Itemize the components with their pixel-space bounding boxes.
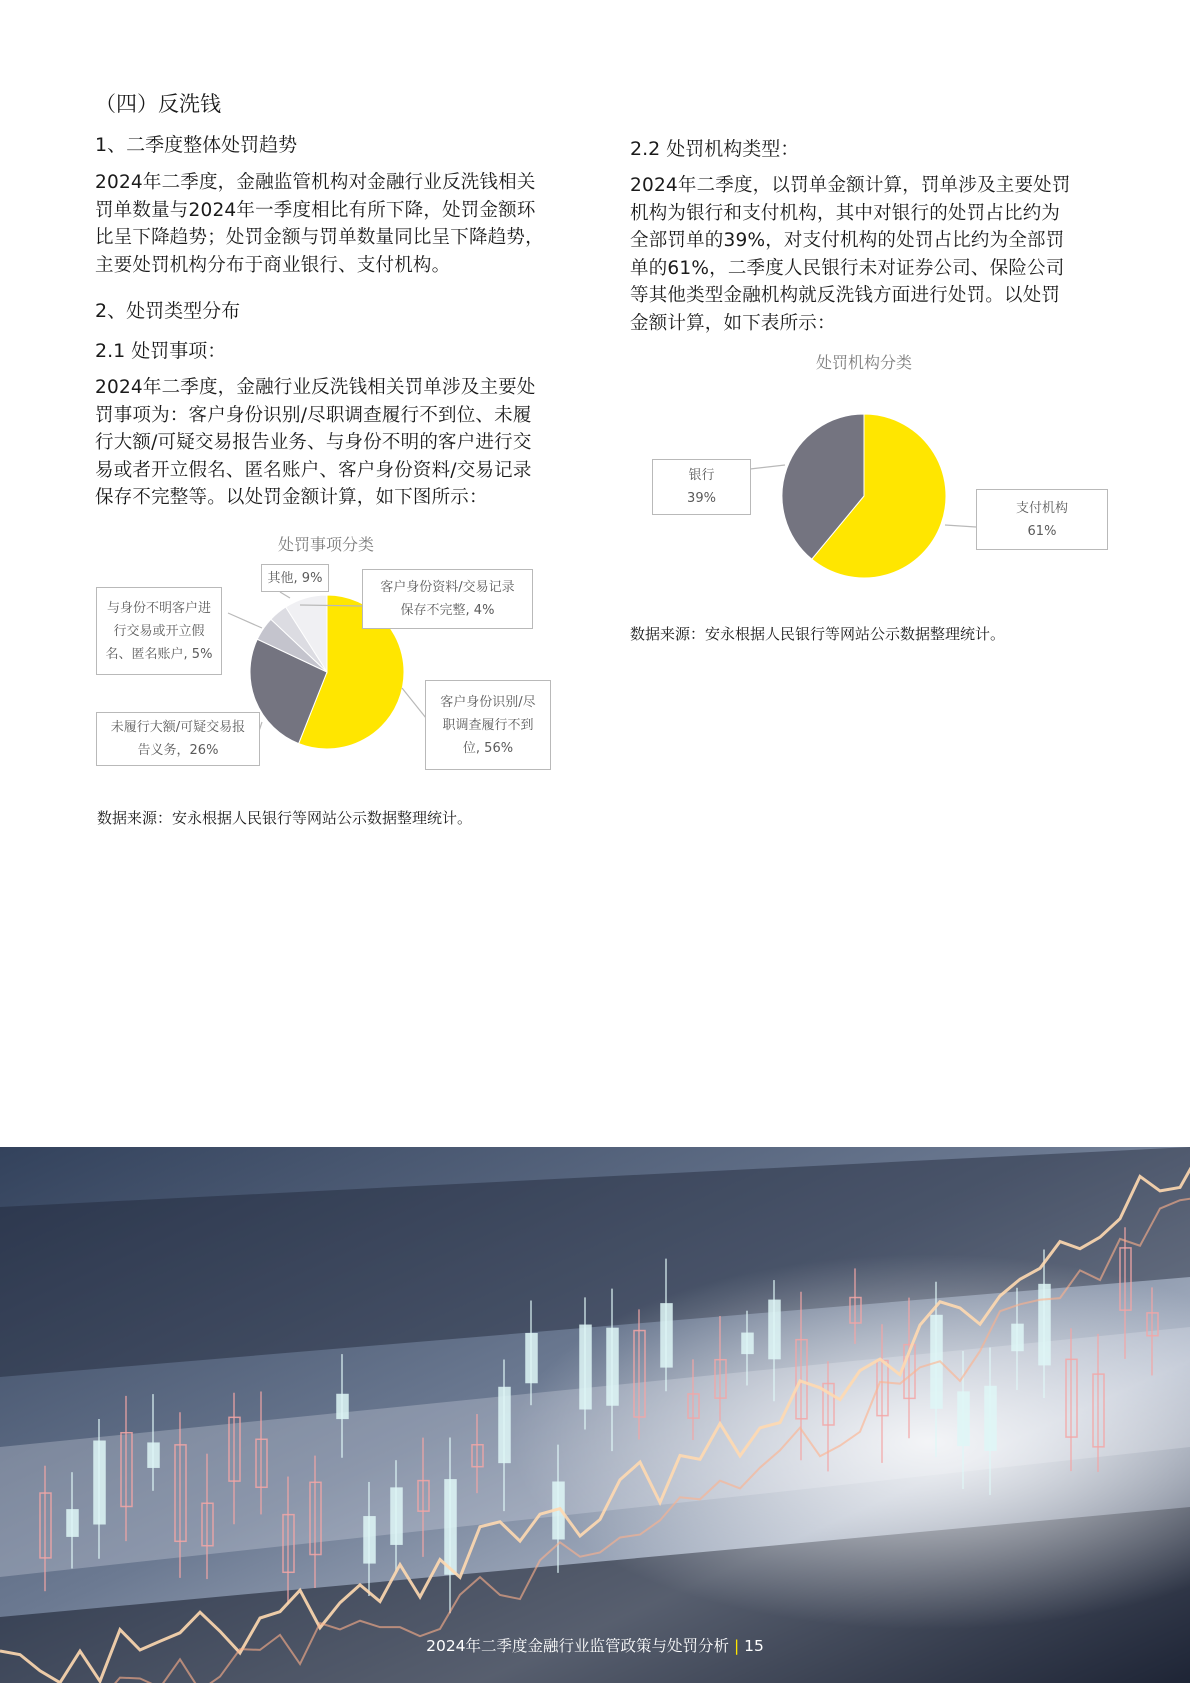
candle-body [1012, 1324, 1023, 1350]
chart1-leader-line [280, 592, 290, 598]
candle-body [67, 1510, 78, 1536]
candle-body [580, 1325, 591, 1408]
candle-body [1039, 1285, 1050, 1365]
candle-body [742, 1333, 753, 1353]
label-line: 职调查履行不到 [442, 717, 534, 733]
text-line: 比呈下降趋势；处罚金额与罚单数量同比呈下降趋势， [95, 227, 544, 248]
candle-body [499, 1388, 510, 1463]
footer-page-number: 15 [744, 1637, 764, 1655]
chart2-label-bank [652, 459, 751, 515]
label-line: 告义务，26% [137, 743, 219, 758]
chart1-label-other [261, 564, 329, 592]
chart1-leader-line [228, 613, 262, 628]
candle-body [364, 1517, 375, 1563]
label-line: 39% [687, 491, 716, 506]
section-title: （四）反洗钱 [95, 92, 221, 116]
footer-separator: | [733, 1637, 740, 1655]
text-line: 2024年二季度，金融行业反洗钱相关罚单涉及主要处 [95, 377, 536, 398]
label-line: 客户身份资料/交易记录 [380, 580, 515, 595]
footer [0, 1634, 1190, 1656]
text-line: 罚事项为：客户身份识别/尽职调查履行不到位、未履 [95, 404, 532, 426]
heading-penalty-items: 2.1 处罚事项： [95, 340, 227, 362]
text-line: 行大额/可疑交易报告业务、与身份不明的客户进行交 [95, 432, 532, 453]
candle-body [94, 1441, 105, 1524]
candle-body [985, 1387, 996, 1451]
label-line: 位, 56% [462, 740, 514, 756]
chart1-label-identity-check [425, 680, 551, 770]
chart1-label-unknown-customers [96, 587, 222, 675]
text-line: 主要处罚机构分布于商业银行、支付机构。 [95, 254, 451, 276]
label-line: 61% [1027, 523, 1057, 539]
candle-body [526, 1334, 537, 1383]
chart1-title: 处罚事项分类 [277, 535, 374, 554]
chart2-title: 处罚机构分类 [815, 353, 912, 372]
text-line: 易或者开立假名、匿名账户、客户身份资料/交易记录 [95, 459, 532, 481]
paragraph-institution-types [630, 172, 1110, 337]
label-line: 客户身份识别/尽 [440, 694, 536, 710]
text-line: 2024年二季度，金融监管机构对金融行业反洗钱相关 [95, 172, 536, 193]
chart1-label-large-suspicious-reporting [96, 712, 260, 766]
footer-banner-image [0, 1147, 1190, 1683]
chart2-label-payment-institution [976, 489, 1108, 550]
label-line: 未履行大额/可疑交易报 [110, 720, 246, 735]
text-line: 机构为银行和支付机构，其中对银行的处罚占比约为 [630, 202, 1061, 224]
candle-body [148, 1443, 159, 1467]
heading-penalty-types: 2、处罚类型分布 [95, 300, 241, 322]
candle-body [607, 1328, 618, 1405]
candle-body [661, 1304, 672, 1367]
label-line: 与身份不明客户进 [106, 600, 211, 616]
label-line: 银行 [688, 468, 715, 483]
label-line: 支付机构 [1015, 500, 1068, 516]
footer-title: 2024年二季度金融行业监管政策与处罚分析 [426, 1637, 730, 1655]
text-line: 单的61%，二季度人民银行未对证券公司、保险公司 [630, 257, 1065, 279]
right-data-source: 数据来源：安永根据人民银行等网站公示数据整理统计。 [630, 625, 1006, 643]
candle-body [769, 1300, 780, 1358]
chart2-leader-line [750, 465, 785, 469]
label-line: 其他, 9% [267, 570, 323, 586]
text-line: 2024年二季度，以罚单金额计算，罚单涉及主要处罚 [630, 175, 1071, 196]
label-line: 保存不完整, 4% [400, 603, 495, 618]
candle-body [445, 1480, 456, 1574]
text-line: 全部罚单的39%，对支付机构的处罚占比约为全部罚 [630, 230, 1065, 251]
candle-body [391, 1488, 402, 1544]
text-line: 保存不完整等。以处罚金额计算，如下图所示： [95, 487, 488, 508]
chart1-label-record-keeping [362, 569, 533, 629]
candle-body [337, 1395, 348, 1419]
text-line: 等其他类型金融机构就反洗钱方面进行处罚。以处罚 [630, 285, 1061, 306]
chart2-leader-line [945, 525, 976, 527]
text-line: 罚单数量与2024年一季度相比有所下降，处罚金额环 [95, 199, 536, 221]
heading-institution-types: 2.2 处罚机构类型： [630, 138, 800, 160]
candle-body [958, 1392, 969, 1445]
left-data-source: 数据来源：安永根据人民银行等网站公示数据整理统计。 [97, 809, 473, 827]
label-line: 行交易或开立假 [113, 623, 205, 639]
text-line: 金额计算，如下表所示： [630, 312, 836, 334]
heading-overall-trend: 1、二季度整体处罚趋势 [95, 134, 298, 156]
chart1-leader-line [402, 688, 426, 718]
label-line: 名、匿名账户, 5% [105, 646, 213, 662]
